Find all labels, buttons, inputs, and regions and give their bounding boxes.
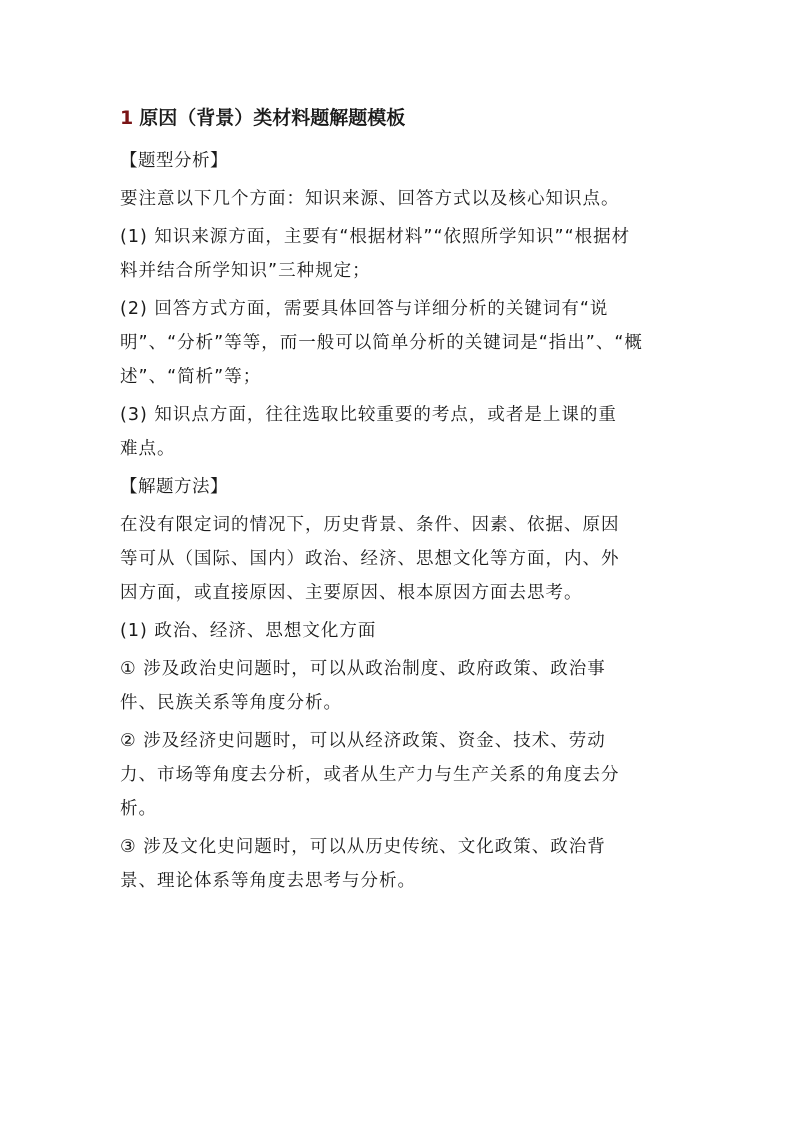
method-point-2-line-2: 力、市场等角度去分析，或者从生产力与生产关系的角度去分 [120,765,620,785]
method-subheading-1: (1) 政治、经济、思想文化方面 [120,621,377,641]
analysis-item-3-line-2: 难点。 [120,439,176,459]
section-heading-method: 【解题方法】 [120,477,228,497]
analysis-item-3-line-1: (3) 知识点方面，往往选取比较重要的考点，或者是上课的重 [120,405,617,425]
analysis-intro: 要注意以下几个方面：知识来源、回答方式以及核心知识点。 [120,189,620,209]
method-point-1-line-1: ① 涉及政治史问题时，可以从政治制度、政府政策、政治事 [120,659,606,679]
method-intro-line-3: 因方面，或直接原因、主要原因、根本原因方面去思考。 [120,583,583,603]
section-heading-analysis: 【题型分析】 [120,151,228,171]
method-point-2-line-1: ② 涉及经济史问题时，可以从经济政策、资金、技术、劳动 [120,731,606,751]
method-point-3-line-1: ③ 涉及文化史问题时，可以从历史传统、文化政策、政治背 [120,837,606,857]
method-intro-line-1: 在没有限定词的情况下，历史背景、条件、因素、依据、原因 [120,515,620,535]
method-point-1-line-2: 件、民族关系等角度分析。 [120,693,342,713]
method-point-3-line-2: 景、理论体系等角度去思考与分析。 [120,871,416,891]
analysis-item-1-line-1: (1) 知识来源方面，主要有“根据材料”“依照所学知识”“根据材 [120,227,631,247]
method-point-2-line-3: 析。 [120,799,157,819]
title-number: 1 [120,107,134,129]
page-title [120,104,680,132]
title-text: 原因（背景）类材料题解题模板 [139,107,406,129]
document-body [120,104,680,898]
analysis-item-1-line-2: 料并结合所学知识”三种规定； [120,261,371,281]
analysis-item-2-line-1: (2) 回答方式方面，需要具体回答与详细分析的关键词有“说 [120,299,609,319]
method-intro-line-2: 等可从（国际、国内）政治、经济、思想文化等方面，内、外 [120,549,620,569]
analysis-item-2-line-2: 明”、“分析”等等，而一般可以简单分析的关键词是“指出”、“概 [120,333,643,353]
analysis-item-2-line-3: 述”、“简析”等； [120,367,262,387]
